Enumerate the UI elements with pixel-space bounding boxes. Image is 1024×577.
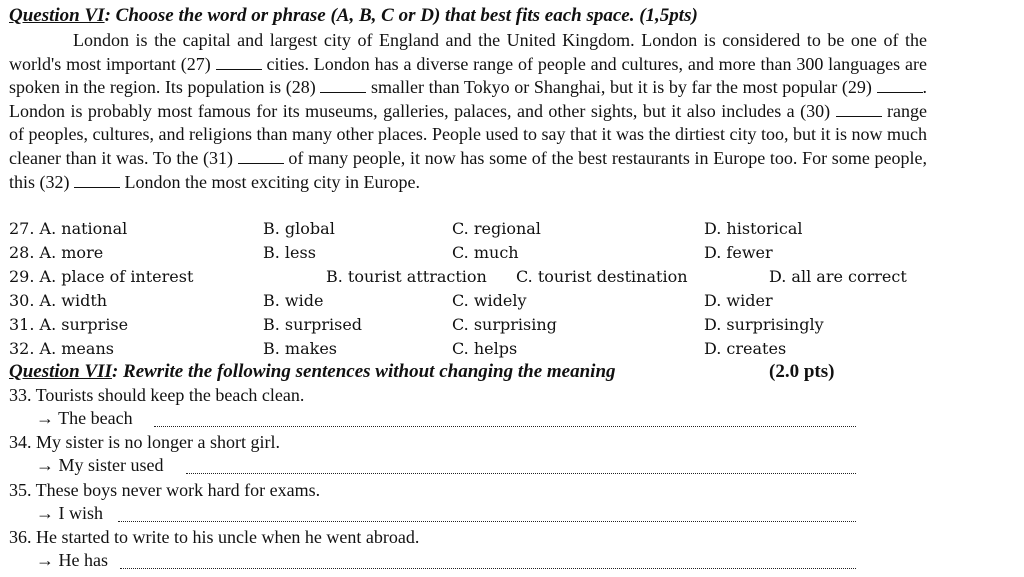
passage-segment: . London is probably most famous for its museums, galleries, palaces, and other sights, but it also includes a (30) <box>9 77 927 121</box>
option-c: C. widely <box>452 291 527 310</box>
blank-29 <box>877 78 923 93</box>
option-d: D. surprisingly <box>704 315 824 334</box>
question-6-label: Question VI <box>9 5 105 26</box>
option-a: 31. A. surprise <box>9 315 129 334</box>
rewrite-line-34[interactable] <box>36 455 856 477</box>
question-6-heading <box>9 5 698 27</box>
options-row-27 <box>9 219 1009 242</box>
option-c: C. helps <box>452 339 518 358</box>
option-b: B. wide <box>263 291 324 310</box>
option-b: B. less <box>263 243 316 262</box>
passage-segment: smaller than Tokyo or Shanghai, but it is by far the most popular (29) <box>366 77 877 98</box>
rewrite-line-36[interactable] <box>36 550 856 572</box>
rewrite-prompt: → My sister used <box>36 455 164 475</box>
rewrite-prompt: → The beach <box>36 408 133 428</box>
option-c: C. surprising <box>452 315 557 334</box>
blank-31 <box>238 149 284 164</box>
option-d: D. fewer <box>704 243 773 262</box>
answer-dotted-line[interactable] <box>120 568 856 569</box>
answer-dotted-line[interactable] <box>186 473 856 474</box>
answer-dotted-line[interactable] <box>154 426 856 427</box>
answer-dotted-line[interactable] <box>118 521 856 522</box>
sentence-34: 34. My sister is no longer a short girl. <box>9 432 280 452</box>
option-b: B. makes <box>263 339 338 358</box>
option-d: D. historical <box>704 219 803 238</box>
passage-segment: cities. London has a diverse range of people and cultures, and more than 300 languages are spoken in the region. Its population is (28) <box>9 53 927 98</box>
options-row-29 <box>9 267 1009 290</box>
sentence-33: 33. Tourists should keep the beach clean. <box>9 385 305 405</box>
options-row-28 <box>9 243 1009 266</box>
question-6-instruction: : Choose the word or phrase (A, B, C or D) that best fits each space. (1,5pts) <box>104 5 698 26</box>
option-a: 30. A. width <box>9 291 108 310</box>
question-7-heading <box>9 361 616 383</box>
blank-30 <box>836 102 882 117</box>
option-c: C. much <box>452 243 519 262</box>
question-7-label: Question VII <box>9 361 112 382</box>
option-a: 32. A. means <box>9 339 114 358</box>
passage-segment: London is the capital and largest city of England and the United Kingdom. London is considered to be one of the world's most important (27) <box>9 30 927 74</box>
option-b: B. tourist attraction <box>326 267 487 286</box>
option-d: D. wider <box>704 291 773 310</box>
option-c: C. tourist destination <box>516 267 688 286</box>
rewrite-line-33[interactable] <box>36 408 856 430</box>
rewrite-prompt: → I wish <box>36 503 103 523</box>
passage-segment: range of peoples, cultures, and religions than many other places. People used to say that it was the dirtiest city too, but it is now much cleaner than it was. To the (31) <box>9 100 927 168</box>
options-row-32 <box>9 339 1009 362</box>
passage-segment: London the most exciting city in Europe. <box>120 171 420 192</box>
option-a: 29. A. place of interest <box>9 267 194 286</box>
london-passage <box>9 29 927 194</box>
passage-segment: of many people, it now has some of the best restaurants in Europe too. For some people, this (32) <box>9 147 927 192</box>
option-a: 28. A. more <box>9 243 104 262</box>
rewrite-prompt: → He has <box>36 550 108 570</box>
question-7-instruction: : Rewrite the following sentences without changing the meaning <box>111 361 616 382</box>
option-b: B. global <box>263 219 335 238</box>
blank-32 <box>74 173 120 188</box>
blank-27 <box>216 55 262 70</box>
blank-28 <box>320 78 366 93</box>
option-c: C. regional <box>452 219 541 238</box>
option-b: B. surprised <box>263 315 363 334</box>
option-d: D. all are correct <box>769 267 907 286</box>
options-row-31 <box>9 315 1009 338</box>
option-d: D. creates <box>704 339 787 358</box>
sentence-36: 36. He started to write to his uncle when he went abroad. <box>9 527 420 547</box>
option-a: 27. A. national <box>9 219 128 238</box>
options-row-30 <box>9 291 1009 314</box>
question-7-points: (2.0 pts) <box>769 361 835 382</box>
rewrite-line-35[interactable] <box>36 503 856 525</box>
sentence-35: 35. These boys never work hard for exams. <box>9 480 321 500</box>
